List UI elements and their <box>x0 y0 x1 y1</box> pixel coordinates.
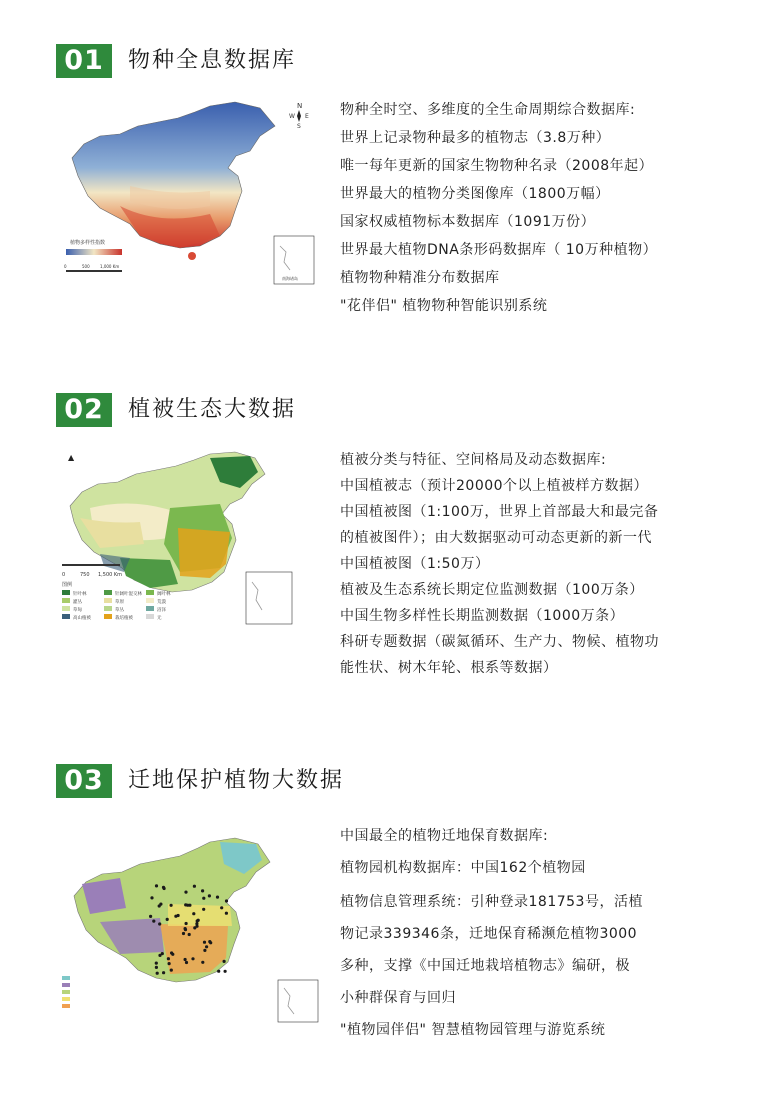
garden-point <box>170 904 173 907</box>
list-item: "花伴侣" 植物物种智能识别系统 <box>340 298 548 314</box>
legend-title: 植物多样性指数 <box>70 240 106 246</box>
garden-point <box>166 918 169 921</box>
list-item: 中国植被图（1:100万，世界上首部最大和最完备 <box>340 504 659 520</box>
legend-label: 沼泽 <box>157 608 166 613</box>
list-item: 植物物种精准分布数据库 <box>340 270 500 286</box>
species-diversity-map <box>60 96 320 286</box>
garden-point <box>225 899 228 902</box>
legend-label: 针叶林 <box>73 592 87 597</box>
garden-point <box>182 932 185 935</box>
list-item: 世界最大植物DNA条形码数据库（ 10万种植物） <box>340 242 658 258</box>
garden-point <box>155 884 158 887</box>
garden-point <box>184 927 187 930</box>
list-item: 多种，支撑《中国迁地栽培植物志》编研，极 <box>340 958 630 974</box>
garden-point <box>158 922 161 925</box>
vegetation-map <box>60 448 320 628</box>
section-title: 物种全息数据库 <box>128 48 297 73</box>
garden-point <box>192 912 195 915</box>
compass-icon <box>297 110 301 122</box>
svg-text:500: 500 <box>82 264 90 269</box>
scale-bar <box>62 564 120 566</box>
garden-point <box>203 949 206 952</box>
legend-swatch <box>146 590 154 595</box>
garden-point <box>201 961 204 964</box>
garden-point <box>201 889 204 892</box>
garden-point <box>174 915 177 918</box>
garden-point <box>184 891 187 894</box>
garden-point <box>217 970 220 973</box>
legend-label: 无 <box>157 616 162 621</box>
list-item: 的植被图件）；由大数据驱动可动态更新的新一代 <box>340 530 652 546</box>
garden-point <box>159 903 162 906</box>
compass-e: E <box>305 113 309 120</box>
garden-point <box>155 962 158 965</box>
garden-point <box>223 960 226 963</box>
list-item: 中国植被志（预计20000个以上植被样方数据） <box>340 478 649 494</box>
garden-point <box>162 971 165 974</box>
svg-text:750: 750 <box>80 572 90 578</box>
legend-title: 图例 <box>62 582 73 588</box>
list-item: 植物信息管理系统：引种登录181753号，活植 <box>340 894 643 910</box>
legend-label: 草原 <box>115 600 124 605</box>
garden-point <box>186 904 189 907</box>
svg-text:▲: ▲ <box>68 453 75 462</box>
svg-text:1,000 Km: 1,000 Km <box>100 264 120 269</box>
legend-swatch <box>62 983 70 987</box>
garden-point <box>170 951 173 954</box>
garden-point <box>225 912 228 915</box>
list-item: 物记录339346条，迁地保育稀濒危植物3000 <box>340 926 638 942</box>
list-item: 科研专题数据（碳氮循环、生产力、物候、植物功 <box>340 634 659 650</box>
garden-point <box>152 920 155 923</box>
svg-text:南海诸岛: 南海诸岛 <box>282 276 298 281</box>
garden-point <box>193 885 196 888</box>
legend-swatch <box>104 590 112 595</box>
list-item: 中国生物多样性长期监测数据（1000万条） <box>340 608 625 624</box>
list-item: 国家权威植物标本数据库（1091万份） <box>340 214 596 230</box>
section-number-badge: 03 <box>56 764 112 798</box>
legend-label: 针阔叶混交林 <box>115 592 142 597</box>
list-item: 唯一每年更新的国家生物物种名录（2008年起） <box>340 158 654 174</box>
legend-label: 荒漠 <box>157 600 166 605</box>
legend-swatch <box>104 598 112 603</box>
garden-point <box>197 919 200 922</box>
garden-point <box>191 957 194 960</box>
garden-point <box>168 962 171 965</box>
legend-swatch <box>146 614 154 619</box>
compass-n: N <box>297 102 303 110</box>
legend-label: 灌丛 <box>73 600 82 605</box>
list-item: 植被分类与特征、空间格局及动态数据库: <box>340 452 607 468</box>
inset-box <box>278 980 318 1022</box>
garden-point <box>195 925 198 928</box>
compass-w: W <box>289 113 295 120</box>
section-title: 植被生态大数据 <box>128 397 297 422</box>
compass-s: S <box>297 123 301 130</box>
garden-point <box>205 945 208 948</box>
garden-point <box>150 896 153 899</box>
garden-point <box>184 958 187 961</box>
list-item: 中国植被图（1:50万） <box>340 556 490 572</box>
legend-swatch <box>62 1004 70 1008</box>
list-item: 世界上记录物种最多的植物志（3.8万种） <box>340 130 611 146</box>
section-title: 迁地保护植物大数据 <box>128 768 345 793</box>
garden-point <box>224 970 227 973</box>
inset-box <box>246 572 292 624</box>
list-item: "植物园伴侣" 智慧植物园管理与游览系统 <box>340 1022 606 1038</box>
list-item: 物种全时空、多维度的全生命周期综合数据库: <box>340 102 636 118</box>
list-item: 小种群保育与回归 <box>340 990 456 1006</box>
garden-point <box>156 972 159 975</box>
legend-swatch <box>146 606 154 611</box>
section-number-badge: 02 <box>56 393 112 427</box>
garden-point <box>202 897 205 900</box>
legend-color-bar <box>66 249 122 255</box>
legend-swatch <box>62 606 70 611</box>
garden-point <box>203 941 206 944</box>
legend-swatch <box>104 606 112 611</box>
svg-text:0: 0 <box>62 572 66 578</box>
garden-point <box>188 933 191 936</box>
legend-swatch <box>62 614 70 619</box>
legend-swatch <box>62 976 70 980</box>
botanical-garden-map <box>60 834 320 1024</box>
vegetation-legend <box>62 590 171 621</box>
vegetation-database-list <box>340 450 720 684</box>
legend-swatch <box>146 598 154 603</box>
legend-label: 草甸 <box>73 608 82 613</box>
list-item: 能性状、树木年轮、根系等数据） <box>340 660 558 676</box>
garden-point <box>185 961 188 964</box>
legend-swatch <box>62 997 70 1001</box>
garden-point <box>162 886 165 889</box>
legend-swatch <box>62 990 70 994</box>
garden-point <box>158 954 161 957</box>
svg-text:0: 0 <box>64 264 67 269</box>
list-item: 植物园机构数据库：中国162个植物园 <box>340 860 586 876</box>
section-number-badge: 01 <box>56 44 112 78</box>
species-database-list <box>340 100 720 324</box>
list-item: 世界最大的植物分类图像库（1800万幅） <box>340 186 610 202</box>
garden-point <box>202 908 205 911</box>
garden-point <box>208 894 211 897</box>
svg-text:1,500 Km: 1,500 Km <box>98 572 123 578</box>
legend-label: 高山植被 <box>73 616 91 621</box>
garden-point <box>167 957 170 960</box>
legend-label: 阔叶林 <box>157 592 171 597</box>
garden-point <box>208 940 211 943</box>
garden-point <box>185 922 188 925</box>
garden-point <box>149 915 152 918</box>
legend-label: 草丛 <box>115 608 124 613</box>
garden-point <box>216 896 219 899</box>
list-item: 植被及生态系统长期定位监测数据（100万条） <box>340 582 644 598</box>
legend-swatch <box>62 598 70 603</box>
list-item: 中国最全的植物迁地保育数据库: <box>340 828 549 844</box>
garden-point <box>155 966 158 969</box>
garden-point <box>220 906 223 909</box>
legend-swatch <box>62 590 70 595</box>
legend-label: 栽培植被 <box>115 616 133 621</box>
garden-point <box>170 969 173 972</box>
legend-swatch <box>104 614 112 619</box>
ex-situ-database-list <box>340 826 720 1052</box>
